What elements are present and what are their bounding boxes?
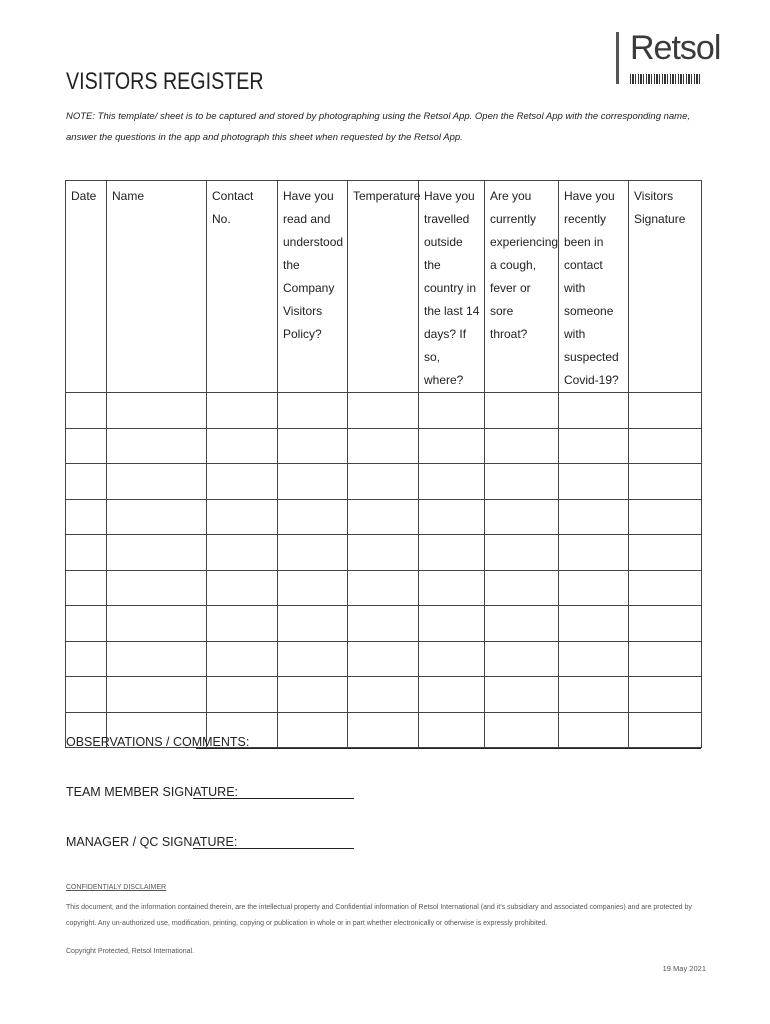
table-cell[interactable] — [419, 428, 485, 464]
table-cell[interactable] — [107, 428, 207, 464]
table-cell[interactable] — [66, 535, 107, 571]
col-header-signature: Visitors Signature — [629, 181, 702, 393]
table-cell[interactable] — [629, 677, 702, 713]
table-cell[interactable] — [485, 606, 559, 642]
table-cell[interactable] — [107, 570, 207, 606]
table-cell[interactable] — [419, 677, 485, 713]
manager-signature-label: MANAGER / QC SIGNATURE: — [66, 835, 238, 849]
table-cell[interactable] — [278, 606, 348, 642]
table-cell[interactable] — [107, 464, 207, 500]
observations-field — [66, 735, 249, 749]
table-cell[interactable] — [629, 712, 702, 748]
logo-wordmark: Retsol — [630, 29, 721, 67]
table-header-row — [66, 181, 702, 393]
table-cell[interactable] — [419, 606, 485, 642]
team-signature-field — [66, 785, 238, 799]
table-cell[interactable] — [207, 570, 278, 606]
table-cell[interactable] — [107, 393, 207, 429]
table-cell[interactable] — [107, 606, 207, 642]
table-row — [66, 677, 702, 713]
table-cell[interactable] — [559, 535, 629, 571]
table-cell[interactable] — [107, 677, 207, 713]
company-logo — [616, 28, 721, 88]
page-title: VISITORS REGISTER — [66, 68, 264, 95]
table-cell[interactable] — [207, 428, 278, 464]
table-cell[interactable] — [348, 499, 419, 535]
table-cell[interactable] — [485, 499, 559, 535]
table-cell[interactable] — [629, 499, 702, 535]
table-cell[interactable] — [107, 535, 207, 571]
table-cell[interactable] — [629, 393, 702, 429]
table-cell[interactable] — [66, 641, 107, 677]
table-cell[interactable] — [107, 641, 207, 677]
col-header-date: Date — [66, 181, 107, 393]
table-cell[interactable] — [207, 499, 278, 535]
table-cell[interactable] — [66, 428, 107, 464]
table-cell[interactable] — [559, 677, 629, 713]
table-cell[interactable] — [66, 677, 107, 713]
table-cell[interactable] — [348, 428, 419, 464]
table-cell[interactable] — [66, 499, 107, 535]
disclaimer-title: CONFIDENTIALY DISCLAIMER — [66, 884, 167, 891]
table-cell[interactable] — [207, 535, 278, 571]
table-cell[interactable] — [629, 535, 702, 571]
col-header-contact: Contact No. — [207, 181, 278, 393]
table-cell[interactable] — [559, 712, 629, 748]
table-cell[interactable] — [485, 677, 559, 713]
manager-signature-field — [66, 835, 237, 849]
table-cell[interactable] — [629, 641, 702, 677]
table-row — [66, 428, 702, 464]
table-cell[interactable] — [559, 428, 629, 464]
table-cell[interactable] — [419, 393, 485, 429]
table-row — [66, 464, 702, 500]
table-cell[interactable] — [278, 464, 348, 500]
observations-line[interactable] — [196, 748, 701, 749]
instruction-note: NOTE: This template/ sheet is to be captured and stored by photographing using the Retsol App. Open the Retsol App with the corresponding name, answer the questions in the app and photograph this sheet when requested by the Retsol App. — [66, 111, 691, 143]
barcode-logo-icon — [630, 74, 700, 84]
table-cell[interactable] — [348, 393, 419, 429]
visitors-register-table — [65, 180, 702, 748]
table-row — [66, 499, 702, 535]
table-cell[interactable] — [559, 393, 629, 429]
table-cell[interactable] — [485, 712, 559, 748]
disclaimer-body: This document, and the information contained therein, are the intellectual property and Confidential information of Retsol International (and it's subsidiary and associated companies) and are protected by copyright. Any un-authorized use, modification, printing, copying or publication in whole or in part whether electronically or otherwise is expressly prohibited. — [66, 904, 692, 927]
table-cell[interactable] — [66, 464, 107, 500]
table-cell[interactable] — [278, 641, 348, 677]
col-header-travel: Have you travelled outside the country in the last 14 days? If so, where? — [419, 181, 485, 393]
table-cell[interactable] — [348, 712, 419, 748]
table-cell[interactable] — [419, 712, 485, 748]
table-cell[interactable] — [278, 499, 348, 535]
table-cell[interactable] — [207, 393, 278, 429]
table-cell[interactable] — [348, 535, 419, 571]
observations-label: OBSERVATIONS / COMMENTS: — [66, 735, 250, 749]
table-cell[interactable] — [629, 428, 702, 464]
table-cell[interactable] — [419, 641, 485, 677]
table-cell[interactable] — [348, 677, 419, 713]
table-row — [66, 535, 702, 571]
logo-side-strip — [616, 32, 619, 84]
table-cell[interactable] — [485, 641, 559, 677]
table-cell[interactable] — [485, 428, 559, 464]
table-cell[interactable] — [278, 570, 348, 606]
col-header-policy: Have you read and understood the Company Visitors Policy? — [278, 181, 348, 393]
table-cell[interactable] — [629, 570, 702, 606]
table-cell[interactable] — [207, 606, 278, 642]
document-date: 19 May 2021 — [662, 964, 706, 973]
team-signature-line[interactable] — [193, 798, 354, 799]
table-cell[interactable] — [419, 464, 485, 500]
table-cell[interactable] — [629, 606, 702, 642]
table-row — [66, 641, 702, 677]
table-cell[interactable] — [66, 393, 107, 429]
table-cell[interactable] — [207, 677, 278, 713]
col-header-contact-covid: Have you recently been in contact with someone with suspected Covid-19? — [559, 181, 629, 393]
table-cell[interactable] — [348, 570, 419, 606]
table-row — [66, 606, 702, 642]
table-cell[interactable] — [559, 641, 629, 677]
table-cell[interactable] — [485, 464, 559, 500]
table-cell[interactable] — [107, 499, 207, 535]
table-cell[interactable] — [485, 393, 559, 429]
table-cell[interactable] — [348, 641, 419, 677]
table-cell[interactable] — [278, 712, 348, 748]
col-header-symptoms: Are you currently experiencing a cough, fever or sore throat? — [485, 181, 559, 393]
team-signature-label: TEAM MEMBER SIGNATURE: — [66, 785, 239, 799]
table-cell[interactable] — [419, 570, 485, 606]
table-cell[interactable] — [207, 464, 278, 500]
table-row — [66, 393, 702, 429]
table-cell[interactable] — [419, 499, 485, 535]
table-cell[interactable] — [559, 606, 629, 642]
table-cell[interactable] — [66, 570, 107, 606]
table-cell[interactable] — [559, 570, 629, 606]
table-cell[interactable] — [207, 641, 278, 677]
table-cell[interactable] — [419, 535, 485, 571]
table-cell[interactable] — [629, 464, 702, 500]
table-cell[interactable] — [278, 535, 348, 571]
table-cell[interactable] — [348, 464, 419, 500]
table-cell[interactable] — [66, 606, 107, 642]
table-row — [66, 570, 702, 606]
table-cell[interactable] — [485, 535, 559, 571]
copyright-text: Copyright Protected, Retsol International. — [66, 948, 195, 955]
table-cell[interactable] — [485, 570, 559, 606]
table-cell[interactable] — [348, 606, 419, 642]
table-cell[interactable] — [278, 677, 348, 713]
table-cell[interactable] — [278, 428, 348, 464]
col-header-temperature: Temperature — [348, 181, 419, 393]
col-header-name: Name — [107, 181, 207, 393]
table-cell[interactable] — [278, 393, 348, 429]
table-cell[interactable] — [559, 499, 629, 535]
manager-signature-line[interactable] — [193, 848, 354, 849]
table-cell[interactable] — [559, 464, 629, 500]
